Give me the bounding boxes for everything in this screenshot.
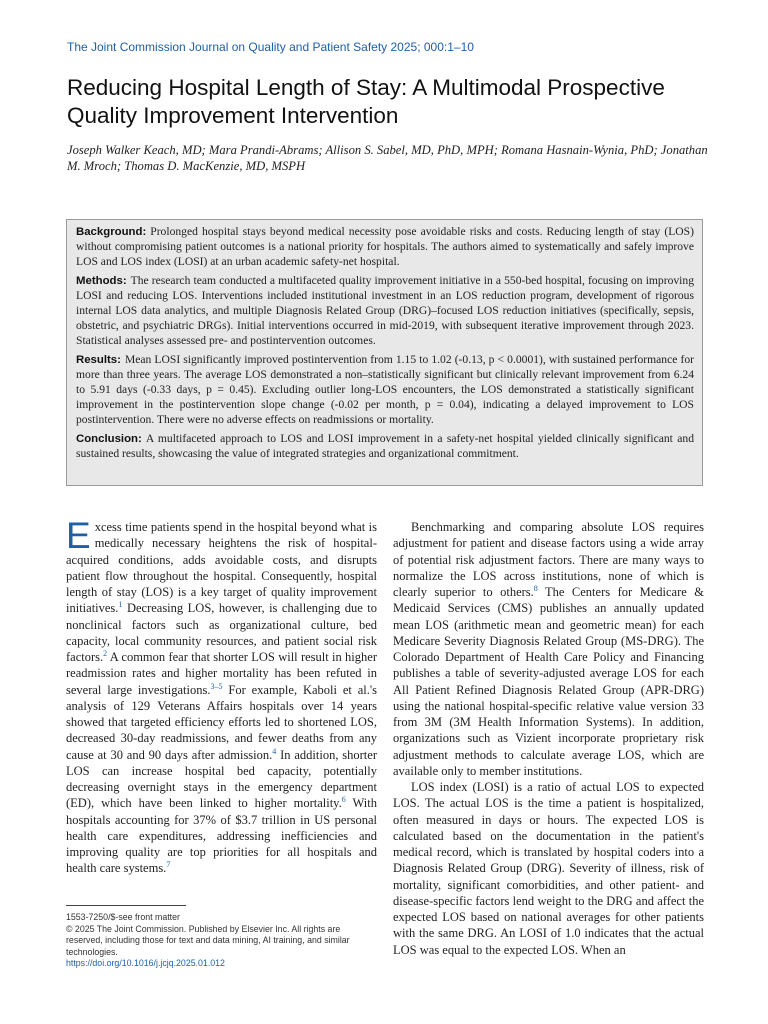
drop-cap: E	[66, 515, 91, 556]
footnote-block	[66, 912, 378, 970]
journal-citation: The Joint Commission Journal on Quality and Patient Safety 2025; 000:1–10	[67, 40, 474, 54]
intro-paragraph	[66, 515, 378, 877]
reference-link[interactable]: 7	[166, 860, 171, 870]
abstract-box	[66, 219, 703, 486]
reference-link[interactable]: 2	[103, 648, 108, 658]
reference-link[interactable]: 6	[341, 795, 346, 805]
abstract-conclusion-label: Conclusion:	[76, 433, 142, 446]
author-list: Joseph Walker Keach, MD; Mara Prandi-Abrams; Allison S. Sabel, MD, PhD, MPH; Romana Hasnain-Wynia, PhD; Jonathan M. Mroch; Thomas D. MacKenzie, MD, MSPH	[67, 143, 708, 173]
abstract-methods	[76, 274, 694, 348]
reference-link[interactable]: 1	[118, 600, 123, 610]
intro-text-2: Decreasing LOS, however, is challenging due to nonclinical factors such as organizational culture, bed capacity, local community resources, and patient social risk factors.	[66, 601, 377, 664]
body-column-left	[66, 515, 378, 877]
benchmarking-text-1: Benchmarking and comparing absolute LOS requires adjustment for patient and disease factors using a wide array of potential risk adjustment factors. There are many ways to normalize the LOS across institutions, none of which is clearly superior to others.	[393, 520, 704, 599]
issn-line: 1553-7250/$-see front matter	[66, 912, 180, 922]
reference-link[interactable]: 4	[272, 746, 277, 756]
benchmarking-paragraph	[393, 519, 704, 779]
abstract-background	[76, 225, 694, 269]
abstract-conclusion	[76, 432, 694, 462]
intro-text-3: A common fear that shorter LOS will result in higher readmission rates and higher mortality has been refuted in several large investigations.	[66, 650, 377, 697]
abstract-results-label: Results:	[76, 354, 121, 367]
abstract-methods-label: Methods:	[76, 275, 127, 288]
article-title: Reducing Hospital Length of Stay: A Multimodal Prospective Quality Improvement Intervention	[67, 75, 665, 128]
abstract-conclusion-text: A multifaceted approach to LOS and LOSI improvement in a safety-net hospital yielded clinically significant and sustained results, showcasing the value of integrated strategies and organizational commitment.	[76, 432, 694, 461]
abstract-results	[76, 353, 694, 427]
abstract-background-label: Background:	[76, 226, 147, 238]
copyright-notice: © 2025 The Joint Commission. Published by Elsevier Inc. All rights are reserved, including those for text and data mining, AI training, and similar technologies.	[66, 923, 350, 957]
intro-text-4: For example, Kaboli et al.'s analysis of 129 Veterans Affairs hospitals over 14 years showed that targeted efficiency efforts led to shortened LOS, decreased 30-day readmissions, and fewer deaths from any cause at 30 and 90 days after admission.	[66, 682, 378, 762]
footnote-divider	[66, 905, 186, 906]
intro-text-5: In addition, shorter LOS can increase hospital bed capacity, potentially decreasing overnight stays in the emergency department (ED), which have been linked to higher mortality.	[66, 747, 377, 811]
reference-link[interactable]: 8	[533, 583, 538, 593]
abstract-background-text: Prolonged hospital stays beyond medical necessity pose avoidable risks and costs. Reducing length of stay (LOS) without compromising patient outcomes is a national priority for hospitals. The authors aimed to systematically and safely improve LOS and LOS index (LOSI) at an urban academic safety-net hospital.	[76, 225, 694, 268]
intro-text-1: xcess time patients spend in the hospital beyond what is medically necessary heightens the risk of hospital-acquired conditions, adds avoidable costs, and disrupts patient flow throughout the hospital. Consequently, hospital length of stay (LOS) is a key target of quality improvement initiatives.	[66, 520, 377, 616]
abstract-results-text: Mean LOSI significantly improved postintervention from 1.15 to 1.02 (-0.13, p < 0.0001), with sustained performance for more than three years. The average LOS demonstrated a non–statistically significant but clinically relevant improvement from 6.24 to 5.91 days (-0.33 days, p = 0.45). Excluding outlier long-LOS encounters, the LOS demonstrated a statistically significant improvement in the postintervention slope change (-0.02 per month, p = 0.04), indicating a delayed improvement to LOS postintervention. There were no adverse effects on readmissions or mortality.	[76, 353, 694, 426]
abstract-methods-text: The research team conducted a multifaceted quality improvement initiative in a 550-bed hospital, focusing on improving LOSI and reducing LOS. Interventions included institutional investment in an LOS reduction program, development of rigorous internal LOS data analytics, and multiple Diagnosis Related Group (DRG)–focused LOS reduction initiatives (specifically, sepsis, obstetric, and psychiatric DRGs). Initial interventions occurred in mid-2019, with subsequent iterative improvement through 2023. Statistical analyses assessed pre- and postintervention outcomes.	[76, 274, 694, 347]
losi-paragraph: LOS index (LOSI) is a ratio of actual LOS to expected LOS. The actual LOS is the time a patient is hospitalized, often measured in days or hours. The expected LOS is calculated based on the documentation in the patient's medical record, which is translated by hospital coders into a Diagnosis Related Group (DRG). Severity of illness, risk of mortality, significant comorbidities, and other patient- and disease-specific factors lend weight to the DRG and affect the expected LOS based on national averages for other patients with the same DRG. An LOSI of 1.0 indicates that the actual LOS was equal to the expected LOS. When an	[393, 780, 704, 957]
doi-link[interactable]: https://doi.org/10.1016/j.jcjq.2025.01.012	[66, 958, 225, 968]
body-column-right	[393, 519, 704, 958]
reference-link[interactable]: 3–5	[210, 681, 223, 691]
intro-text-6: With hospitals accounting for 37% of $3.7 trillion in US personal health care expenditures, addressing inefficiencies and improving quality are top priorities for all hospitals and health care systems.	[66, 796, 377, 876]
benchmarking-text-2: The Centers for Medicare & Medicaid Services (CMS) publishes an annually updated mean LOS (arithmetic mean and geometric mean) for each Medicare Severity Diagnosis Related Group (MS-DRG). The Colorado Department of Health Care Policy and Financing publishes a table of severity-adjusted average LOS for each All Patient Refined Diagnosis Related Group (APR-DRG) using the national hospital-specific relative value version 33 from 3M (3M Health Information Systems). In addition, organizations such as Vizient incorporate proprietary risk adjustment methods to calculate average LOS, which are available only to member institutions.	[393, 585, 704, 778]
